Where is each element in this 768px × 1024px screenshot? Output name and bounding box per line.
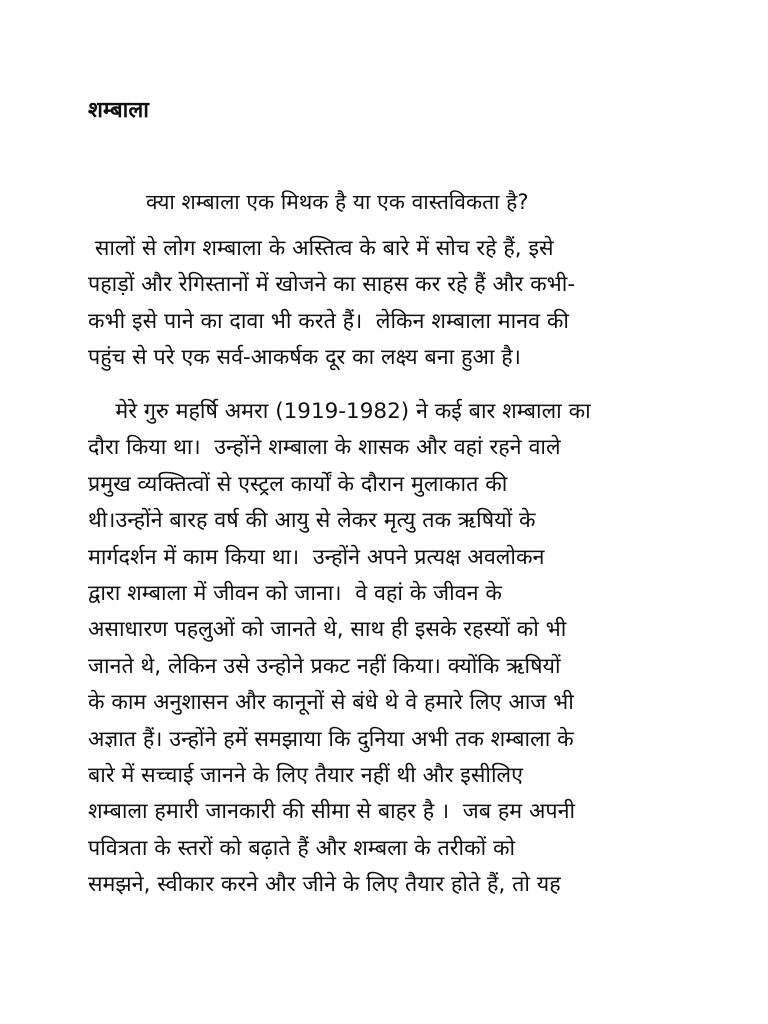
paragraph-line: पवित्रता के स्तरों को बढ़ाते हैं और शम्बला के तरीकों को bbox=[88, 835, 516, 861]
paragraph-1 bbox=[88, 231, 688, 377]
document-heading: शम्बाला bbox=[88, 98, 149, 123]
paragraph-line: अज्ञात हैं। उन्होंने हमें समझाया कि दुनिया अभी तक शम्बाला के bbox=[88, 726, 574, 752]
paragraph-line: मेरे गुरु महर्षि अमरा (1919-1982) ने कई बार शम्बाला का bbox=[88, 399, 591, 424]
paragraph-line: कभी इसे पाने का दावा भी करते हैं। लेकिन शम्बाला मानव की bbox=[88, 308, 569, 334]
paragraph-line: द्वारा शम्बाला में जीवन को जाना। वे वहां के जीवन के bbox=[88, 581, 502, 607]
paragraph-line: सालों से लोग शम्बाला के अस्तित्व के बारे में सोच रहे हैं, इसे bbox=[88, 236, 554, 261]
paragraph-line: मार्गदर्शन में काम किया था। उन्होंने अपने प्रत्यक्ष अवलोकन bbox=[88, 544, 545, 570]
paragraph-line: पहुंच से परे एक सर्व-आकर्षक दूर का लक्ष्य बना हुआ है। bbox=[88, 345, 521, 371]
paragraph-line: थी।उन्होंने बारह वर्ष की आयु से लेकर मृत्यु तक ऋषियों के bbox=[88, 508, 536, 534]
paragraph-line: समझने, स्वीकार करने और जीने के लिए तैयार होते हैं, तो यह bbox=[88, 872, 561, 898]
question-line: क्या शम्बाला एक मिथक है या एक वास्तविकता है? bbox=[146, 190, 529, 214]
paragraph-2 bbox=[88, 394, 688, 904]
paragraph-line: प्रमुख व्यक्तित्वों से एस्ट्रल कार्यों के दौरान मुलाकात की bbox=[88, 471, 508, 497]
paragraph-line: पहाड़ों और रेगिस्तानों में खोजने का साहस कर रहे हैं और कभी- bbox=[88, 272, 576, 298]
paragraph-line: शम्बाला हमारी जानकारी की सीमा से बाहर है । जब हम अपनी bbox=[88, 799, 576, 825]
paragraph-line: बारे में सच्चाई जानने के लिए तैयार नहीं थी और इसीलिए bbox=[88, 763, 523, 789]
paragraph-line: जानते थे, लेकिन उसे उन्होने प्रकट नहीं किया। क्योंकि ऋषियों bbox=[88, 653, 561, 679]
paragraph-line: के काम अनुशासन और कानूनों से बंधे थे वे हमारे लिए आज भी bbox=[88, 690, 574, 716]
paragraph-line: दौरा किया था। उन्होंने शम्बाला के शासक और वहां रहने वाले bbox=[88, 435, 561, 461]
paragraph-line: असाधारण पहलुओं को जानते थे, साथ ही इसके रहस्यों को भी bbox=[88, 617, 567, 643]
